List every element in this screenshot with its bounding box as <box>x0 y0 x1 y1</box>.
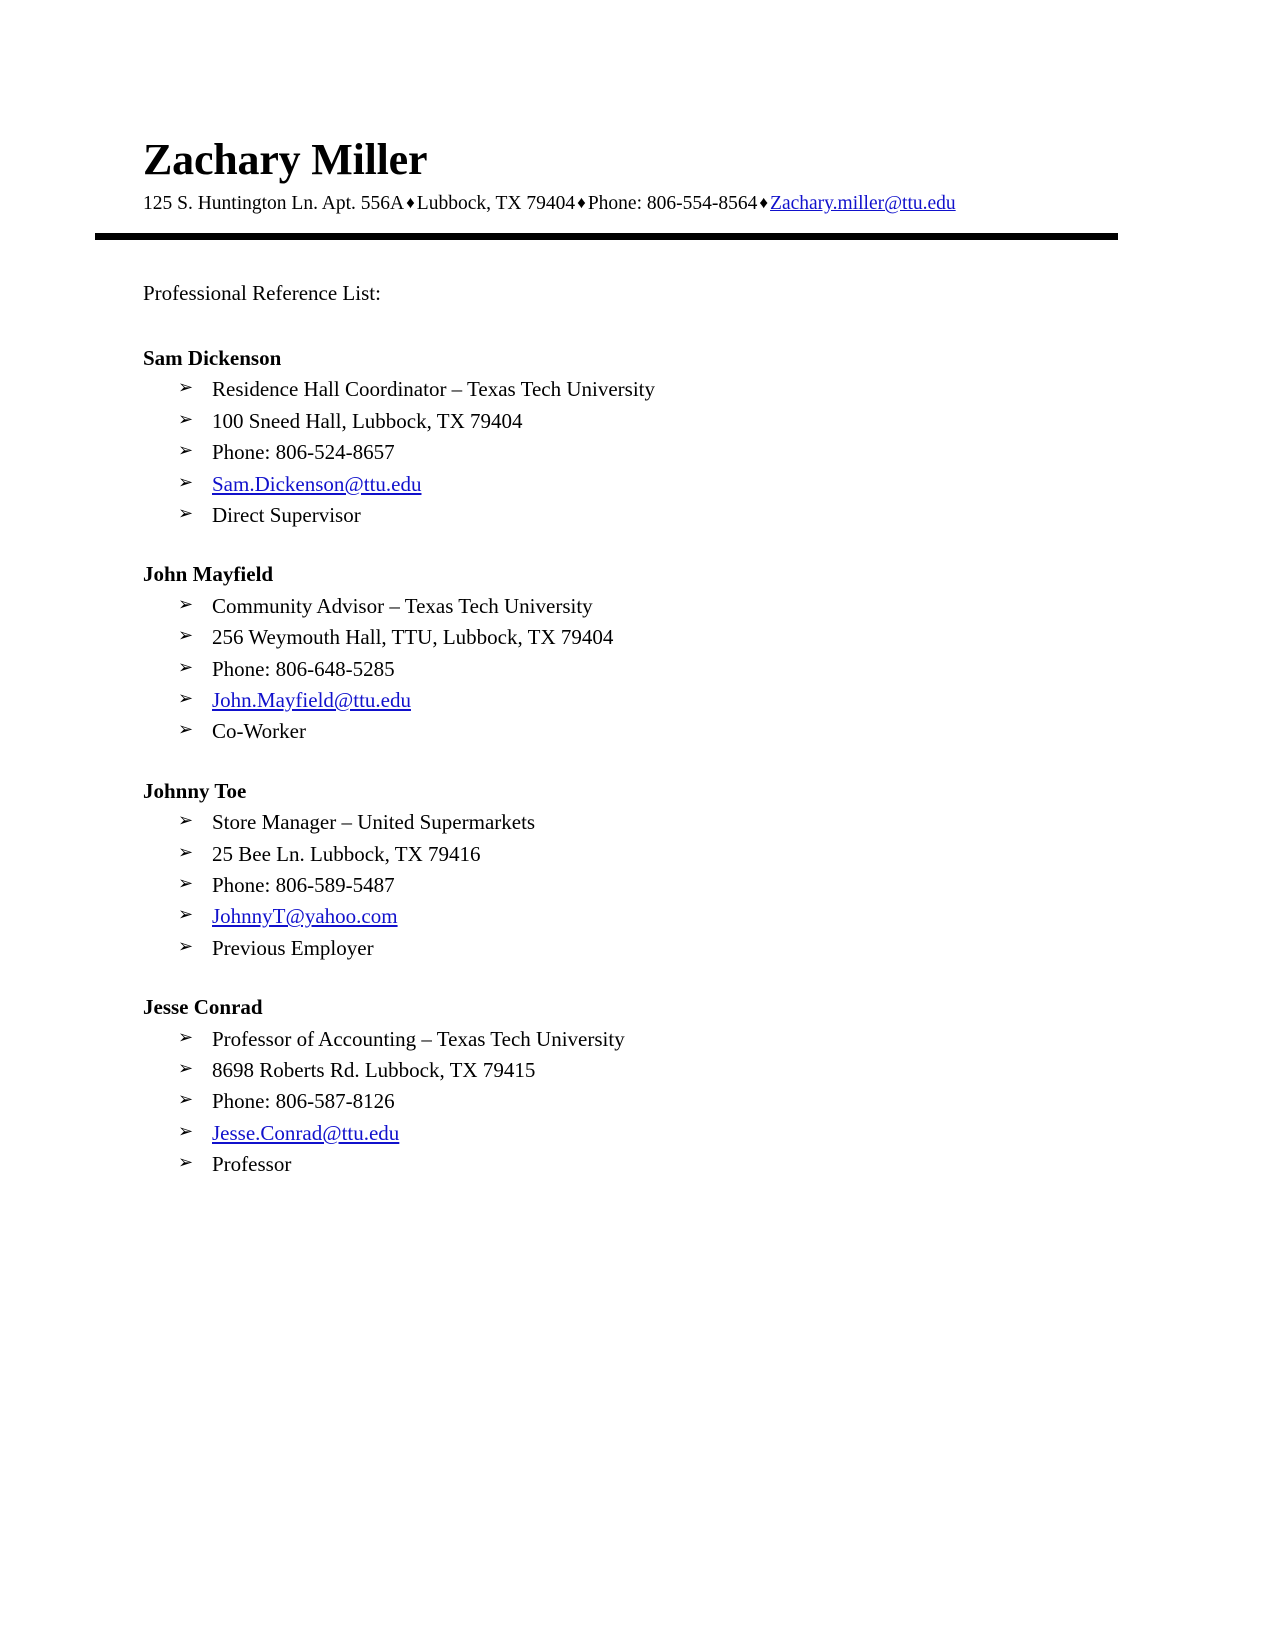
resume-header <box>143 135 1123 215</box>
list-item <box>143 1118 1093 1149</box>
reference-detail-text: Phone: 806-589-5487 <box>212 873 395 897</box>
arrow-bullet-icon: ➢ <box>178 841 194 863</box>
reference-group <box>143 559 1093 747</box>
reference-detail-text: Residence Hall Coordinator – Texas Tech University <box>212 377 656 402</box>
reference-detail-text: Direct Supervisor <box>212 503 361 527</box>
list-item <box>143 437 1093 468</box>
arrow-bullet-icon: ➢ <box>178 440 194 462</box>
reference-group <box>143 992 1093 1180</box>
arrow-bullet-icon: ➢ <box>178 377 194 399</box>
arrow-bullet-icon: ➢ <box>178 688 194 709</box>
list-item <box>143 469 1093 500</box>
reference-detail-text: Phone: 806-587-8126 <box>212 1089 395 1114</box>
reference-detail-list <box>143 374 1093 531</box>
list-item <box>143 839 1093 870</box>
contact-line <box>143 193 1123 215</box>
reference-detail-list <box>143 807 1093 964</box>
reference-group <box>143 776 1093 964</box>
reference-name: Jesse Conrad <box>143 995 263 1020</box>
arrow-bullet-icon: ➢ <box>178 873 194 894</box>
reference-detail-text: Phone: 806-648-5285 <box>212 656 395 681</box>
arrow-bullet-icon: ➢ <box>178 503 194 524</box>
reference-email-link[interactable]: Sam.Dickenson@ttu.edu <box>212 471 422 496</box>
arrow-bullet-icon: ➢ <box>178 1026 194 1048</box>
reference-detail-text: Community Advisor – Texas Tech University <box>212 593 593 618</box>
arrow-bullet-icon: ➢ <box>178 625 194 647</box>
arrow-bullet-icon: ➢ <box>178 656 194 678</box>
reference-name: Sam Dickenson <box>143 346 282 370</box>
arrow-bullet-icon: ➢ <box>178 593 194 615</box>
arrow-bullet-icon: ➢ <box>178 471 194 493</box>
list-item <box>143 1149 1093 1180</box>
list-item <box>143 622 1093 653</box>
list-item <box>143 654 1093 685</box>
list-item <box>143 406 1093 437</box>
list-item <box>143 1055 1093 1086</box>
reference-detail-text: 8698 Roberts Rd. Lubbock, TX 79415 <box>212 1058 536 1082</box>
list-item <box>143 685 1093 716</box>
contact-email-link[interactable]: Zachary.miller@ttu.edu <box>770 193 956 214</box>
list-item <box>143 870 1093 901</box>
reference-detail-list <box>143 1024 1093 1181</box>
reference-detail-text: Professor of Accounting – Texas Tech University <box>212 1026 625 1051</box>
reference-detail-text: Professor <box>212 1152 292 1177</box>
reference-email-link[interactable]: JohnnyT@yahoo.com <box>212 904 398 929</box>
header-divider <box>95 233 1118 240</box>
reference-detail-list <box>143 591 1093 748</box>
contact-phone: Phone: 806-554-8564 <box>587 193 758 214</box>
reference-detail-text: 100 Sneed Hall, Lubbock, TX 79404 <box>212 408 523 433</box>
arrow-bullet-icon: ➢ <box>178 408 194 430</box>
intro-text: Professional Reference List: <box>143 281 381 305</box>
contact-address: 125 S. Huntington Ln. Apt. 556A <box>143 193 405 214</box>
reference-email-link[interactable]: John.Mayfield@ttu.edu <box>212 688 411 712</box>
arrow-bullet-icon: ➢ <box>178 810 194 832</box>
reference-name: John Mayfield <box>143 562 274 587</box>
list-item <box>143 933 1093 964</box>
contact-city-state-zip: Lubbock, TX 79404 <box>416 193 576 214</box>
reference-detail-text: 256 Weymouth Hall, TTU, Lubbock, TX 79404 <box>212 625 614 650</box>
reference-email-link[interactable]: Jesse.Conrad@ttu.edu <box>212 1120 400 1145</box>
reference-group <box>143 343 1093 531</box>
reference-detail-text: Previous Employer <box>212 935 374 960</box>
list-item <box>143 716 1093 747</box>
arrow-bullet-icon: ➢ <box>178 1120 194 1142</box>
list-item <box>143 1024 1093 1055</box>
arrow-bullet-icon: ➢ <box>178 1089 194 1111</box>
list-item <box>143 807 1093 838</box>
reference-name: Johnny Toe <box>143 778 247 803</box>
arrow-bullet-icon: ➢ <box>178 935 194 957</box>
diamond-separator-icon: ♦ <box>759 193 769 212</box>
diamond-separator-icon: ♦ <box>406 193 415 212</box>
reference-detail-text: Phone: 806-524-8657 <box>212 440 395 465</box>
list-item <box>143 901 1093 932</box>
reference-detail-text: Store Manager – United Supermarkets <box>212 810 536 835</box>
diamond-separator-icon: ♦ <box>577 193 586 212</box>
reference-detail-text: 25 Bee Ln. Lubbock, TX 79416 <box>212 841 481 866</box>
arrow-bullet-icon: ➢ <box>178 904 194 926</box>
list-item <box>143 500 1093 531</box>
reference-detail-text: Co-Worker <box>212 719 306 744</box>
page-title: Zachary Miller <box>143 135 428 184</box>
list-item <box>143 591 1093 622</box>
arrow-bullet-icon: ➢ <box>178 719 194 741</box>
arrow-bullet-icon: ➢ <box>178 1058 194 1079</box>
list-item <box>143 1086 1093 1117</box>
arrow-bullet-icon: ➢ <box>178 1152 194 1174</box>
list-item <box>143 374 1093 405</box>
reference-list <box>143 343 1093 1209</box>
